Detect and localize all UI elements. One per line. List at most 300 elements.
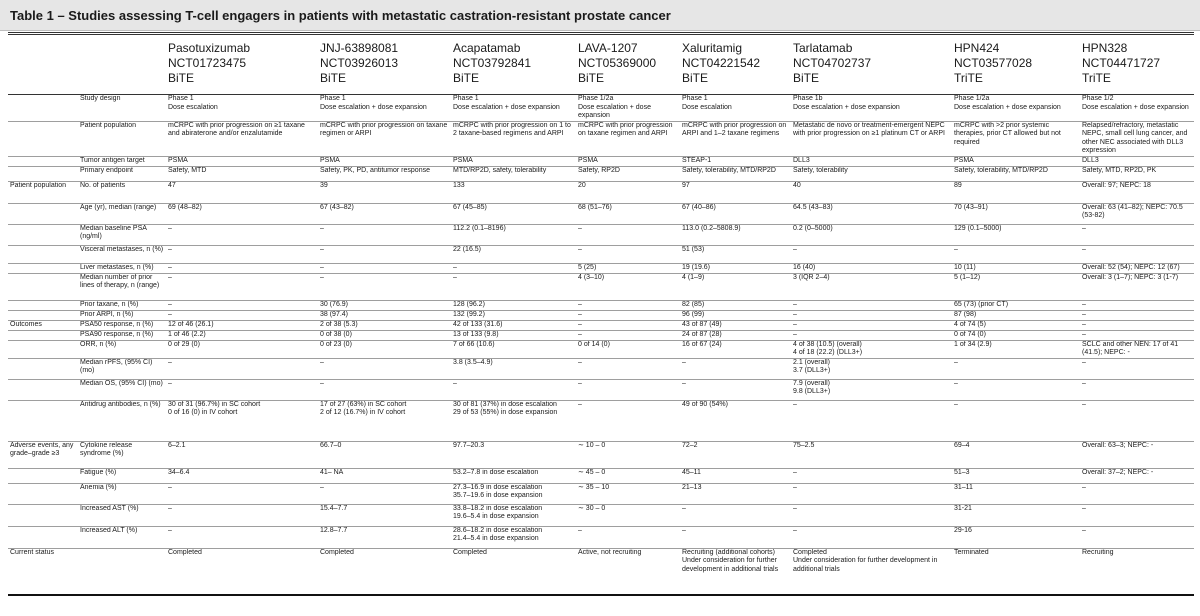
table-cell: 34–6.4 (166, 468, 318, 483)
table-cell: – (318, 379, 451, 400)
row-section (8, 263, 78, 273)
table-cell: 5 (1–12) (952, 273, 1080, 300)
table-row (8, 300, 1194, 310)
table-cell: – (576, 526, 680, 548)
table-cell: 41– NA (318, 468, 451, 483)
table-cell: 13 of 133 (9.8) (451, 330, 576, 340)
drug-nct: NCT05369000 (578, 56, 657, 70)
table-cell: Overall: 52 (54); NEPC: 12 (67) (1080, 263, 1194, 273)
table-cell: Recruiting (additional cohorts) Under consideration for further development in additional trials (680, 548, 791, 595)
table-cell: 1 of 46 (2.2) (166, 330, 318, 340)
table-cell: – (791, 400, 952, 441)
table-caption-bar (0, 0, 1200, 31)
row-label: Study design (78, 95, 166, 122)
table-cell: – (680, 526, 791, 548)
table-cell: Safety, tolerability, MTD/RP2D (952, 166, 1080, 181)
table-cell: PSMA (952, 156, 1080, 166)
row-section: Adverse events, any grade–grade ≥3 (8, 441, 78, 468)
table-cell: – (576, 358, 680, 379)
table-cell: Safety, MTD, RP2D, PK (1080, 166, 1194, 181)
table-cell: Safety, RP2D (576, 166, 680, 181)
drug-header-row (8, 35, 1194, 95)
table-cell: 87 (98) (952, 310, 1080, 320)
row-label: Median rPFS, (95% CI) (mo) (78, 358, 166, 379)
table-row (8, 441, 1194, 468)
drug-nct: NCT04221542 (682, 56, 761, 70)
table-cell: SCLC and other NEN: 17 of 41 (41.5); NEPC: - (1080, 340, 1194, 358)
table-cell: Completed (166, 548, 318, 595)
row-section (8, 300, 78, 310)
table-cell: PSMA (166, 156, 318, 166)
drug-header-cell (791, 35, 952, 95)
table-cell: – (791, 300, 952, 310)
table-cell: Metastatic de novo or treatment-emergent NEPC with prior progression on ≥1 platinum CT or ARPI (791, 121, 952, 156)
table-cell: – (576, 224, 680, 245)
table-row (8, 224, 1194, 245)
table-cell: Phase 1 Dose escalation + dose expansion (318, 95, 451, 122)
table-cell: – (576, 300, 680, 310)
table-cell: 0 of 14 (0) (576, 340, 680, 358)
table-cell: 20 (576, 181, 680, 203)
table-caption: Table 1 – Studies assessing T-cell engagers in patients with metastatic castration-resistant prostate cancer (10, 8, 671, 23)
drug-type: BiTE (453, 71, 480, 85)
table-cell: Overall: 97; NEPC: 18 (1080, 181, 1194, 203)
table-cell: Relapsed/refractory, metastatic NEPC, small cell lung cancer, and other NEC associated with DLL3 expression (1080, 121, 1194, 156)
table-cell: – (318, 224, 451, 245)
table-cell: Safety, tolerability (791, 166, 952, 181)
table-row (8, 95, 1194, 122)
table-cell: PSMA (451, 156, 576, 166)
table-cell: 39 (318, 181, 451, 203)
table-cell: – (1080, 358, 1194, 379)
table-row (8, 379, 1194, 400)
row-label: Visceral metastases, n (%) (78, 245, 166, 263)
table-cell: Overall: 3 (1–7); NEPC: 3 (1-7) (1080, 273, 1194, 300)
table-cell: – (166, 263, 318, 273)
table-cell: – (451, 273, 576, 300)
table-cell: – (576, 379, 680, 400)
drug-name: Tarlatamab (793, 41, 853, 55)
table-cell: – (791, 526, 952, 548)
table-cell: Completed Under consideration for further development in additional trials (791, 548, 952, 595)
table-cell: – (1080, 245, 1194, 263)
table-cell: 30 (76.9) (318, 300, 451, 310)
table-cell: MTD/RP2D, safety, tolerability (451, 166, 576, 181)
table-cell: Completed (318, 548, 451, 595)
row-label: Age (yr), median (range) (78, 203, 166, 224)
row-section (8, 224, 78, 245)
table-cell: – (318, 483, 451, 504)
table-cell: DLL3 (791, 156, 952, 166)
table-cell: 12.8–7.7 (318, 526, 451, 548)
table-cell: – (1080, 400, 1194, 441)
table-row (8, 181, 1194, 203)
drug-type: BiTE (578, 71, 605, 85)
table-cell: 5 (25) (576, 263, 680, 273)
table-cell: 82 (85) (680, 300, 791, 310)
table-cell: 0 of 29 (0) (166, 340, 318, 358)
table-cell: – (576, 310, 680, 320)
table-cell: 64.5 (43–83) (791, 203, 952, 224)
table-cell: 113.0 (0.2–5808.9) (680, 224, 791, 245)
table-cell: 69–4 (952, 441, 1080, 468)
row-section (8, 121, 78, 156)
table-cell: Active, not recruiting (576, 548, 680, 595)
table-cell: 97 (680, 181, 791, 203)
table-cell: – (1080, 330, 1194, 340)
table-cell: – (791, 320, 952, 330)
table-cell: Phase 1 Dose escalation (166, 95, 318, 122)
table-row (8, 483, 1194, 504)
header-blank-label (78, 35, 166, 95)
row-label: No. of patients (78, 181, 166, 203)
table-cell: 96 (99) (680, 310, 791, 320)
table-cell: – (791, 483, 952, 504)
table-cell: Completed (451, 548, 576, 595)
row-label: Antidrug antibodies, n (%) (78, 400, 166, 441)
table-cell: – (791, 468, 952, 483)
table-cell: 67 (45–85) (451, 203, 576, 224)
table-cell: Phase 1 Dose escalation (680, 95, 791, 122)
table-cell: 132 (99.2) (451, 310, 576, 320)
table-row (8, 504, 1194, 526)
row-label: Prior taxane, n (%) (78, 300, 166, 310)
table-cell: 31-21 (952, 504, 1080, 526)
drug-header-cell (451, 35, 576, 95)
row-label: Median baseline PSA (ng/ml) (78, 224, 166, 245)
table-cell: – (318, 273, 451, 300)
row-section (8, 379, 78, 400)
header-blank-section (8, 35, 78, 95)
table-row (8, 273, 1194, 300)
table-cell: 10 (11) (952, 263, 1080, 273)
table-cell: 129 (0.1–5000) (952, 224, 1080, 245)
table-cell: mCRPC with prior progression on taxane regimen and ARPI (576, 121, 680, 156)
table-cell: 29-16 (952, 526, 1080, 548)
table-cell: 40 (791, 181, 952, 203)
table-cell: – (952, 400, 1080, 441)
row-section (8, 400, 78, 441)
drug-type: TriTE (1082, 71, 1111, 85)
studies-table (8, 32, 1194, 596)
table-cell: 67 (43–82) (318, 203, 451, 224)
table-cell: – (1080, 224, 1194, 245)
table-cell: 72–2 (680, 441, 791, 468)
table-cell: 30 of 31 (96.7%) in SC cohort 0 of 16 (0) in IV cohort (166, 400, 318, 441)
drug-header-cell (680, 35, 791, 95)
drug-header-cell (1080, 35, 1194, 95)
table-cell: – (952, 245, 1080, 263)
drug-type: TriTE (954, 71, 983, 85)
table-cell: 2 of 38 (5.3) (318, 320, 451, 330)
row-label: PSA90 response, n (%) (78, 330, 166, 340)
table-cell: – (1080, 379, 1194, 400)
row-label: Increased ALT (%) (78, 526, 166, 548)
table-cell: 16 (40) (791, 263, 952, 273)
table-cell: mCRPC with prior progression on ≥1 taxane and abiraterone and/or enzalutamide (166, 121, 318, 156)
row-section (8, 245, 78, 263)
table-cell: – (166, 245, 318, 263)
row-section (8, 203, 78, 224)
table-cell: 24 of 87 (28) (680, 330, 791, 340)
table-cell: 38 (97.4) (318, 310, 451, 320)
table-cell: Phase 1b Dose escalation + dose expansion (791, 95, 952, 122)
row-label: Prior ARPI, n (%) (78, 310, 166, 320)
row-label: Anemia (%) (78, 483, 166, 504)
table-cell: – (791, 310, 952, 320)
drug-header-cell (576, 35, 680, 95)
table-cell: – (1080, 320, 1194, 330)
row-label: Liver metastases, n (%) (78, 263, 166, 273)
table-cell: ∼ 10 – 0 (576, 441, 680, 468)
table-cell: 53.2–7.8 in dose escalation (451, 468, 576, 483)
table-cell: – (166, 526, 318, 548)
table-cell: 15.4–7.7 (318, 504, 451, 526)
drug-name: Acapatamab (453, 41, 521, 55)
table-cell: 3.8 (3.5–4.9) (451, 358, 576, 379)
row-section (8, 310, 78, 320)
drug-name: Pasotuxizumab (168, 41, 251, 55)
table-cell: 28.6–18.2 in dose escalation 21.4–5.4 in dose expansion (451, 526, 576, 548)
drug-nct: NCT01723475 (168, 56, 247, 70)
table-row (8, 468, 1194, 483)
table-cell: DLL3 (1080, 156, 1194, 166)
table-cell: – (1080, 310, 1194, 320)
table-cell: – (166, 504, 318, 526)
table-cell: 22 (16.5) (451, 245, 576, 263)
row-section (8, 273, 78, 300)
row-section: Outcomes (8, 320, 78, 330)
table-cell: 66.7–0 (318, 441, 451, 468)
row-section (8, 166, 78, 181)
table-cell: – (166, 310, 318, 320)
table-cell: – (680, 358, 791, 379)
table-cell: – (318, 245, 451, 263)
table-cell: 0 of 74 (0) (952, 330, 1080, 340)
table-cell: 4 of 74 (5) (952, 320, 1080, 330)
row-section (8, 340, 78, 358)
table-cell: PSMA (318, 156, 451, 166)
row-label: Patient population (78, 121, 166, 156)
table-row (8, 121, 1194, 156)
table-row (8, 203, 1194, 224)
row-section: Patient population (8, 181, 78, 203)
drug-type: BiTE (168, 71, 195, 85)
table-cell: 27.3–16.9 in dose escalation 35.7–19.6 in dose expansion (451, 483, 576, 504)
table-cell: 75–2.5 (791, 441, 952, 468)
table-cell: – (166, 358, 318, 379)
row-section (8, 504, 78, 526)
drug-nct: NCT04702737 (793, 56, 872, 70)
table-row (8, 166, 1194, 181)
table-cell: – (1080, 483, 1194, 504)
table-cell: 21–13 (680, 483, 791, 504)
drug-header-cell (318, 35, 451, 95)
table-cell: – (166, 224, 318, 245)
table-cell: – (166, 300, 318, 310)
table-cell: – (166, 273, 318, 300)
table-cell: Safety, PK, PD, antitumor response (318, 166, 451, 181)
table-cell: – (576, 400, 680, 441)
row-section (8, 483, 78, 504)
drug-header-cell (166, 35, 318, 95)
table-cell: 16 of 67 (24) (680, 340, 791, 358)
table-cell: 68 (51–76) (576, 203, 680, 224)
row-label: PSA50 response, n (%) (78, 320, 166, 330)
table-cell: 4 (1–9) (680, 273, 791, 300)
table-cell: 0.2 (0–5000) (791, 224, 952, 245)
table-cell: Overall: 63 (41–82); NEPC: 70.5 (53-82) (1080, 203, 1194, 224)
row-label: ORR, n (%) (78, 340, 166, 358)
drug-name: JNJ-63898081 (320, 41, 399, 55)
table-cell: STEAP-1 (680, 156, 791, 166)
row-label: Median number of prior lines of therapy, n (range) (78, 273, 166, 300)
drug-name: LAVA-1207 (578, 41, 638, 55)
table-cell: Phase 1/2a Dose escalation + dose expansion (952, 95, 1080, 122)
table-cell: 4 of 38 (10.5) (overall) 4 of 18 (22.2) (DLL3+) (791, 340, 952, 358)
table-cell: – (791, 330, 952, 340)
table-cell: 31–11 (952, 483, 1080, 504)
table-cell: – (1080, 526, 1194, 548)
table-cell: 7.9 (overall) 9.8 (DLL3+) (791, 379, 952, 400)
table-cell: – (166, 483, 318, 504)
drug-header-cell (952, 35, 1080, 95)
table-cell: Overall: 37–2; NEPC: - (1080, 468, 1194, 483)
table-cell: 33.8–18.2 in dose escalation 19.6–5.4 in dose expansion (451, 504, 576, 526)
row-section (8, 156, 78, 166)
table-cell: Recruiting (1080, 548, 1194, 595)
table-cell: mCRPC with >2 prior systemic therapies, prior CT allowed but not required (952, 121, 1080, 156)
table-cell: 0 of 38 (0) (318, 330, 451, 340)
table-cell: – (576, 330, 680, 340)
table-cell: – (680, 379, 791, 400)
table-cell: 89 (952, 181, 1080, 203)
table-cell: 2.1 (overall) 3.7 (DLL3+) (791, 358, 952, 379)
table-row (8, 330, 1194, 340)
table-cell: Phase 1/2a Dose escalation + dose expansion (576, 95, 680, 122)
table-cell: 49 of 90 (54%) (680, 400, 791, 441)
table-cell: 51–3 (952, 468, 1080, 483)
table-row (8, 358, 1194, 379)
table-cell: – (1080, 300, 1194, 310)
row-label: Primary endpoint (78, 166, 166, 181)
table-row (8, 263, 1194, 273)
drug-name: HPN328 (1082, 41, 1128, 55)
table-cell: 3 (IQR 2–4) (791, 273, 952, 300)
table-cell: ∼ 30 – 0 (576, 504, 680, 526)
table-cell: 0 of 23 (0) (318, 340, 451, 358)
table-cell: – (166, 379, 318, 400)
table-cell: Phase 1/2 Dose escalation + dose expansion (1080, 95, 1194, 122)
table-cell: – (791, 504, 952, 526)
table-cell: Safety, tolerability, MTD/RP2D (680, 166, 791, 181)
table-row (8, 526, 1194, 548)
table-cell: mCRPC with prior progression on taxane regimen or ARPI (318, 121, 451, 156)
table-cell: 6–2.1 (166, 441, 318, 468)
table-row (8, 320, 1194, 330)
table-cell: 128 (96.2) (451, 300, 576, 310)
drug-nct: NCT03792841 (453, 56, 532, 70)
table-cell: 47 (166, 181, 318, 203)
table-cell: – (451, 263, 576, 273)
row-label: Cytokine release syndrome (%) (78, 441, 166, 468)
table-cell: Safety, MTD (166, 166, 318, 181)
drug-type: BiTE (320, 71, 347, 85)
table-cell: ∼ 35 – 10 (576, 483, 680, 504)
table-row (8, 310, 1194, 320)
row-section (8, 330, 78, 340)
table-cell: PSMA (576, 156, 680, 166)
table-cell: – (576, 245, 680, 263)
table-cell: mCRPC with prior progression on 1 to 2 taxane-based regimens and ARPI (451, 121, 576, 156)
row-label: Median OS, (95% CI) (mo) (78, 379, 166, 400)
drug-type: BiTE (682, 71, 709, 85)
table-cell: 42 of 133 (31.6) (451, 320, 576, 330)
table-cell: 51 (53) (680, 245, 791, 263)
table-row (8, 400, 1194, 441)
table-cell: 19 (19.6) (680, 263, 791, 273)
drug-type: BiTE (793, 71, 820, 85)
table-cell: Terminated (952, 548, 1080, 595)
table-cell: 45–11 (680, 468, 791, 483)
table-cell: 7 of 66 (10.6) (451, 340, 576, 358)
table-cell: – (576, 320, 680, 330)
row-section (8, 95, 78, 122)
table-row (8, 156, 1194, 166)
table-cell: Phase 1 Dose escalation + dose expansion (451, 95, 576, 122)
row-section (8, 526, 78, 548)
drug-nct: NCT04471727 (1082, 56, 1161, 70)
table-cell: – (318, 358, 451, 379)
drug-name: HPN424 (954, 41, 1000, 55)
table-row (8, 548, 1194, 595)
table-cell: – (952, 379, 1080, 400)
drug-name: Xaluritamig (682, 41, 743, 55)
drug-nct: NCT03926013 (320, 56, 399, 70)
table-cell: 12 of 46 (26.1) (166, 320, 318, 330)
table-row (8, 245, 1194, 263)
table-cell: – (952, 358, 1080, 379)
table-cell: – (680, 504, 791, 526)
table-cell: mCRPC with prior progression on ARPI and 1–2 taxane regimens (680, 121, 791, 156)
table-cell: 4 (3–10) (576, 273, 680, 300)
table-cell: 43 of 87 (49) (680, 320, 791, 330)
table-cell: Overall: 63–3; NEPC: - (1080, 441, 1194, 468)
row-label (78, 548, 166, 595)
table-cell: 67 (40–86) (680, 203, 791, 224)
table-body (8, 95, 1194, 595)
table-cell: 17 of 27 (63%) in SC cohort 2 of 12 (16.7%) in IV cohort (318, 400, 451, 441)
table-cell: ∼ 45 – 0 (576, 468, 680, 483)
table-cell: – (451, 379, 576, 400)
table-cell: – (791, 245, 952, 263)
row-label: Fatigue (%) (78, 468, 166, 483)
table-cell: – (1080, 504, 1194, 526)
row-section (8, 468, 78, 483)
table-row (8, 340, 1194, 358)
table-cell: 70 (43–91) (952, 203, 1080, 224)
table-cell: 112.2 (0.1–8196) (451, 224, 576, 245)
row-section: Current status (8, 548, 78, 595)
table-cell: 65 (73) (prior CT) (952, 300, 1080, 310)
row-section (8, 358, 78, 379)
table-cell: 97.7–20.3 (451, 441, 576, 468)
table-cell: 133 (451, 181, 576, 203)
drug-nct: NCT03577028 (954, 56, 1033, 70)
row-label: Increased AST (%) (78, 504, 166, 526)
table-cell: 1 of 34 (2.9) (952, 340, 1080, 358)
row-label: Tumor antigen target (78, 156, 166, 166)
